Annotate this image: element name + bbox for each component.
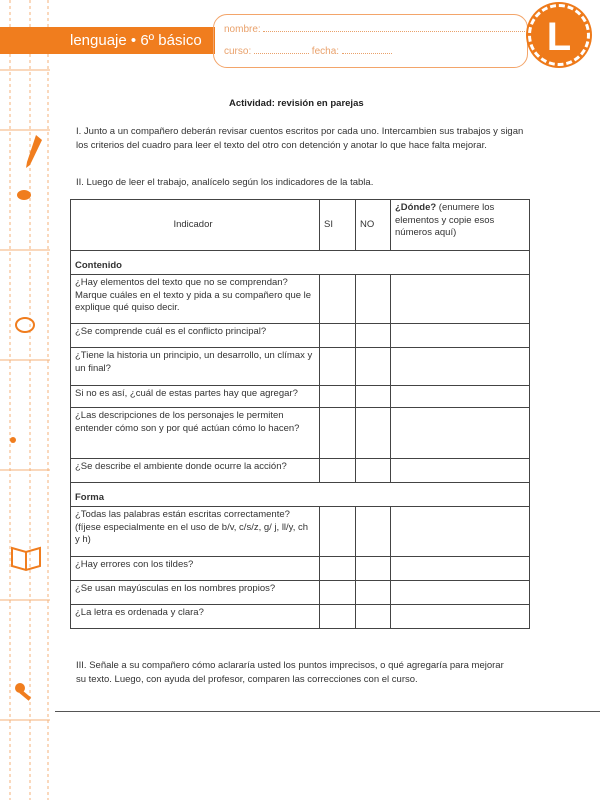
speech-bubble-icon [16,318,34,332]
no-cell[interactable] [356,386,391,408]
header-no: NO [356,200,391,251]
no-cell[interactable] [356,275,391,324]
no-cell[interactable] [356,581,391,605]
yes-cell[interactable] [320,605,356,629]
footer-rule [55,711,600,712]
name-row [224,22,525,35]
yes-cell[interactable] [320,507,356,557]
indicator-text: ¿Hay elementos del texto que no se comprendan? Marque cuáles en el texto y pida a su compañero que le explique qué quiso decir. [71,275,320,324]
activity-title: Actividad: revisión en parejas [229,98,364,109]
yes-cell[interactable] [320,459,356,483]
where-cell[interactable] [391,507,530,557]
indicator-text: ¿Se comprende cuál es el conflicto principal? [71,324,320,348]
indicator-text: ¿Se describe el ambiente donde ocurre la acción? [71,459,320,483]
subject-label: lenguaje [70,32,127,49]
yes-cell[interactable] [320,581,356,605]
header-where [391,200,530,251]
where-cell[interactable] [391,408,530,459]
no-cell[interactable] [356,408,391,459]
instruction-2: II. Luego de leer el trabajo, analícelo según los indicadores de la tabla. [76,177,374,188]
yes-cell[interactable] [320,408,356,459]
indicator-text: ¿Se usan mayúsculas en los nombres propios? [71,581,320,605]
yes-cell[interactable] [320,324,356,348]
indicator-text: ¿Las descripciones de los personajes le permiten entender cómo son y por qué actúan cómo lo hacen? [71,408,320,459]
yes-cell[interactable] [320,348,356,386]
section-title: Forma [71,483,530,507]
subject-band [0,27,215,54]
no-cell[interactable] [356,507,391,557]
indicator-text: ¿La letra es ordenada y clara? [71,605,320,629]
indicator-text: ¿Hay errores con los tildes? [71,557,320,581]
yes-cell[interactable] [320,557,356,581]
name-label: nombre: [224,24,261,35]
where-cell[interactable] [391,557,530,581]
indicator-text: Si no es así, ¿cuál de estas partes hay que agregar? [71,386,320,408]
course-date-row [224,44,392,57]
header-where-note: (enumere los elementos y copie esos números aquí) [395,202,495,238]
no-cell[interactable] [356,348,391,386]
yes-cell[interactable] [320,275,356,324]
no-cell[interactable] [356,459,391,483]
date-field[interactable] [342,44,392,54]
name-field[interactable] [263,22,525,32]
header-yes: SI [320,200,356,251]
instruction-1: I. Junto a un compañero deberán revisar cuentos escritos por cada uno. Intercambien sus trabajos y sigan los criterios del cuadro para leer el texto del otro con detención y anotar lo que hace falta mejorar. [76,126,524,151]
header-where-bold: ¿Dónde? [395,202,437,213]
no-cell[interactable] [356,324,391,348]
section-title: Contenido [71,251,530,275]
no-cell[interactable] [356,557,391,581]
indicator-text: ¿Tiene la historia un principio, un desarrollo, un clímax y un final? [71,348,320,386]
margin-decoration [0,0,55,800]
subject-badge: L [528,4,590,66]
header-indicator: Indicador [71,200,320,251]
where-cell[interactable] [391,459,530,483]
yes-cell[interactable] [320,386,356,408]
where-cell[interactable] [391,386,530,408]
comma-icon [10,437,16,443]
where-cell[interactable] [391,348,530,386]
course-label: curso: [224,46,252,57]
bullet-separator: • [130,32,141,49]
where-cell[interactable] [391,324,530,348]
where-cell[interactable] [391,581,530,605]
instruction-3: III. Señale a su compañero cómo aclararía usted los puntos imprecisos, o qué agregaría para mejorar su texto. Luego, con ayuda del profesor, comparen las correcciones con el curso. [76,660,504,685]
microphone-icon [15,683,31,701]
where-cell[interactable] [391,275,530,324]
pen-icon [26,135,42,168]
indicator-text: ¿Todas las palabras están escritas correctamente? (fíjese especialmente en el uso de b/v, c/s/z, g/ j, ll/y, ch y h) [71,507,320,557]
drop-icon [17,190,31,200]
no-cell[interactable] [356,605,391,629]
course-field[interactable] [254,44,309,54]
date-label: fecha: [311,46,340,57]
indicators-table [70,199,530,629]
where-cell[interactable] [391,605,530,629]
book-icon [12,548,40,570]
grade-label: 6º básico [140,32,202,49]
